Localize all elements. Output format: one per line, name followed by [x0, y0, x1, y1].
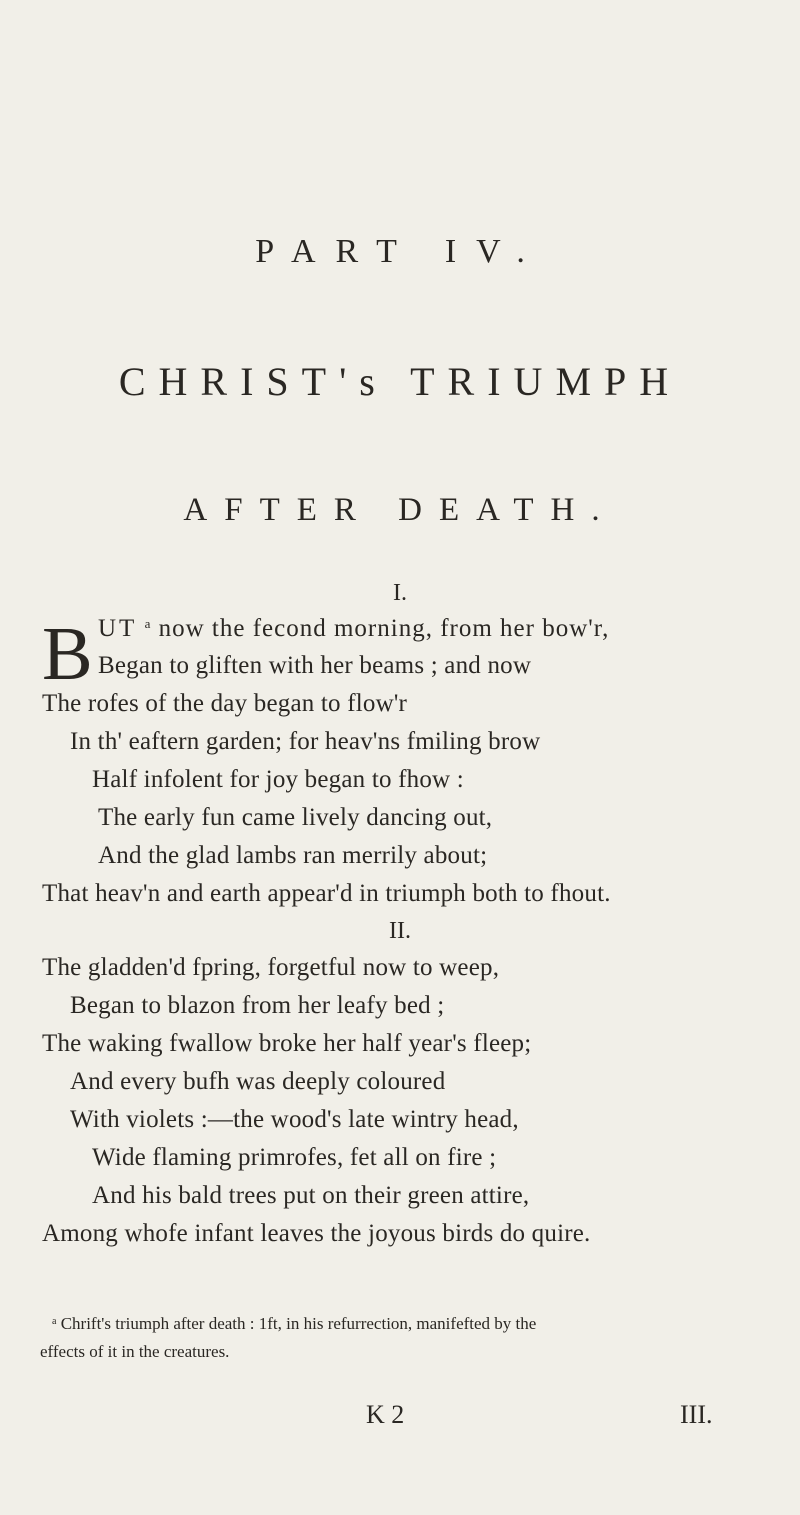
footnote-line: effects of it in the creatures.	[40, 1342, 230, 1361]
part-heading: PART IV.	[255, 233, 545, 270]
stanza-line: That heav'n and earth appear'd in triumph both to fhout.	[42, 880, 611, 907]
stanza-line: Among whofe infant leaves the joyous birds do quire.	[42, 1220, 591, 1247]
stanza-line: And the glad lambs ran merrily about;	[98, 842, 488, 869]
stanza-line: And every bufh was deeply coloured	[70, 1068, 446, 1095]
chapter-subtitle: AFTER DEATH.	[183, 492, 617, 528]
stanza-line-text: now the fecond morning, from her bow'r,	[158, 615, 610, 642]
footnote-text: Chrift's triumph after death : 1ft, in his refurrection, manifefted by the	[60, 1314, 537, 1333]
signature-mark: K 2	[366, 1400, 405, 1429]
stanza-line: UT $^a$ now the fecond morning, from her bow'r,	[98, 615, 610, 642]
stanza-number: II.	[389, 918, 411, 944]
footnote-mark: a	[144, 616, 152, 631]
stanza-line: The waking fwallow broke her half year's fleep;	[42, 1030, 532, 1057]
stanza-line: The early fun came lively dancing out,	[98, 804, 493, 831]
stanza-line: Began to gliften with her beams ; and now	[98, 652, 532, 679]
footnote-marker: a	[52, 1316, 57, 1327]
stanza-line: The gladden'd fpring, forgetful now to weep,	[42, 954, 500, 981]
stanza-line: Wide flaming primrofes, fet all on fire ;	[92, 1144, 497, 1171]
stanza-line: With violets :—the wood's late wintry head,	[70, 1106, 519, 1133]
stanza-line: Began to blazon from her leafy bed ;	[70, 992, 445, 1019]
stanza-number: I.	[393, 580, 407, 606]
stanza-line: In th' eaftern garden; for heav'ns fmiling brow	[70, 728, 541, 755]
drop-cap: B	[42, 612, 93, 696]
stanza-line: Half infolent for joy began to fhow :	[92, 766, 464, 793]
stanza-line: And his bald trees put on their green attire,	[92, 1182, 530, 1209]
catchword: III.	[680, 1400, 713, 1429]
chapter-title: CHRIST's TRIUMPH	[118, 359, 682, 404]
footnote-line	[52, 1314, 536, 1334]
stanza-line: The rofes of the day began to flow'r	[42, 690, 408, 717]
